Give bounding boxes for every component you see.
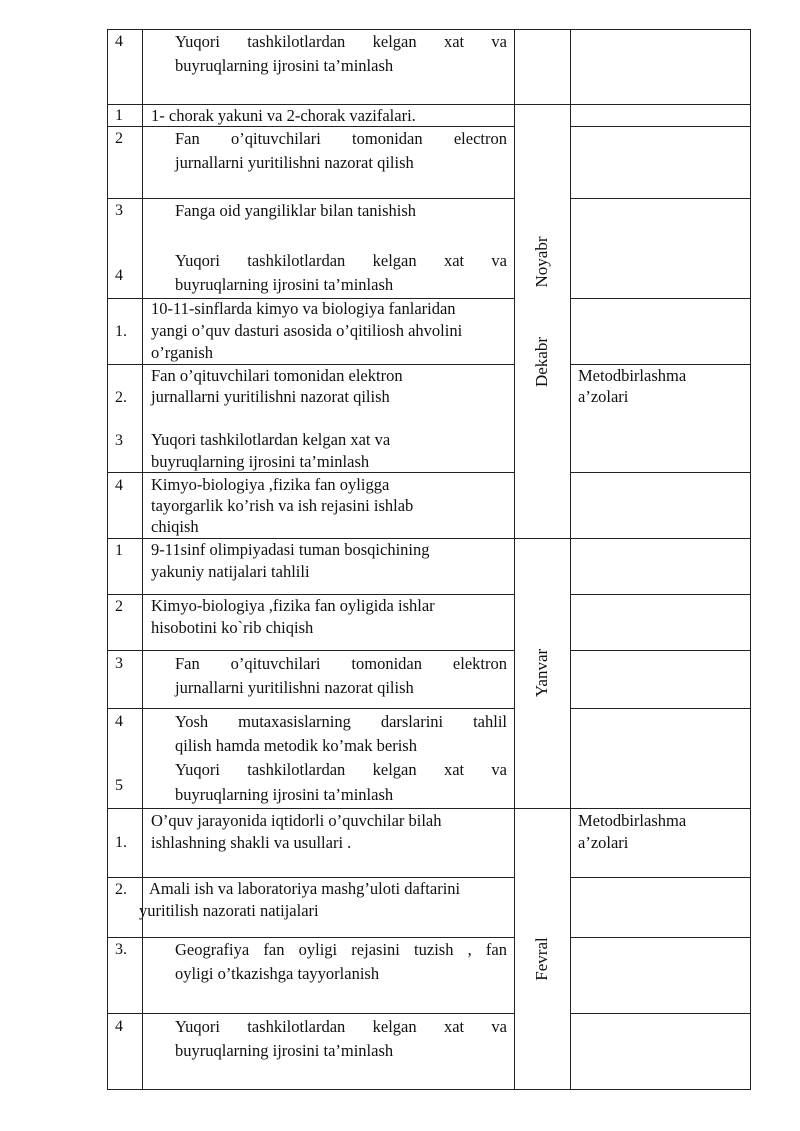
column-divider (142, 29, 143, 1090)
responsible-text: Metodbirlashma (578, 811, 687, 830)
row-number: 2 (115, 598, 123, 615)
responsible-text: a’zolari (578, 833, 629, 852)
row-divider (570, 594, 751, 595)
row-number: 3. (115, 941, 127, 958)
row-number: 3 (115, 432, 123, 449)
month-label-dekabr: Dekabr (532, 336, 551, 388)
month-label-yanvar: Yanvar (532, 648, 551, 698)
row-number: 5 (115, 777, 123, 794)
task-text: O’quv jarayonida iqtidorli o’quvchilar bilah (151, 811, 442, 830)
task-text: Kimyo-biologiya ,fizika fan oyligida ishlar (151, 596, 435, 615)
month-divider (514, 538, 571, 539)
task-text: Geografiya fan oyligi rejasini tuzish , fan (175, 940, 507, 959)
row-number: 4 (115, 33, 123, 50)
task-text: Fan o’qituvchilari tomonidan electron (175, 129, 507, 148)
task-text: buyruqlarning ijrosini ta’minlash (151, 452, 370, 471)
task-text: Yosh mutaxasislarning darslarini tahlil (175, 712, 507, 731)
month-label-fevral: Fevral (532, 937, 551, 981)
row-number: 1 (115, 107, 123, 124)
row-divider (570, 708, 751, 709)
row-number: 1 (115, 542, 123, 559)
task-text: buyruqlarning ijrosini ta’minlash (175, 275, 394, 294)
task-text: jurnallarni yuritilishni nazorat qilish (175, 153, 414, 172)
task-text: jurnallarni yuritilishni nazorat qilish (175, 678, 414, 697)
row-divider (570, 126, 751, 127)
row-number: 4 (115, 1018, 123, 1035)
row-number: 2. (115, 881, 127, 898)
row-divider (570, 877, 751, 878)
task-text: ishlashning shakli va usullari . (151, 833, 352, 852)
row-number: 3 (115, 202, 123, 219)
task-text: hisobotini ko`rib chiqish (151, 618, 314, 637)
task-text: buyruqlarning ijrosini ta’minlash (175, 56, 394, 75)
row-divider (570, 104, 751, 105)
task-text: 9-11sinf olimpiyadasi tuman bosqichining (151, 540, 430, 559)
row-divider (570, 298, 751, 299)
responsible-text: Metodbirlashma (578, 366, 687, 385)
row-number: 2 (115, 130, 123, 147)
row-number: 4 (115, 267, 123, 284)
row-number: 4 (115, 477, 123, 494)
task-text: Yuqori tashkilotlardan kelgan xat va (175, 1017, 507, 1036)
row-divider (570, 198, 751, 199)
row-divider (570, 472, 751, 473)
row-divider (570, 538, 751, 539)
row-divider (570, 650, 751, 651)
row-number: 3 (115, 655, 123, 672)
task-text: Yuqori tashkilotlardan kelgan xat va (175, 760, 507, 779)
task-text: oyligi o’tkazishga tayyorlanish (175, 964, 380, 983)
table-border-left (107, 29, 108, 1090)
task-text: jurnallarni yuritilishni nazorat qilish (151, 387, 390, 406)
task-text: Fan o’qituvchilari tomonidan elektron (151, 366, 403, 385)
table-border-bottom (107, 1089, 751, 1090)
month-divider (514, 808, 571, 809)
month-label-noyabr: Noyabr (532, 236, 551, 288)
responsible-text: a’zolari (578, 387, 629, 406)
task-text: 1- chorak yakuni va 2-chorak vazifalari. (151, 106, 416, 125)
row-number: 1. (115, 834, 127, 851)
task-text: Yuqori tashkilotlardan kelgan xat va (151, 430, 391, 449)
task-text: o’rganish (151, 343, 214, 362)
task-text: Yuqori tashkilotlardan kelgan xat va (175, 251, 507, 270)
task-text: Yuqori tashkilotlardan kelgan xat va (175, 32, 507, 51)
row-divider (107, 650, 515, 651)
task-text: yangi o’quv dasturi asosida o’qitiliosh ahvolini (151, 321, 463, 340)
task-text: tayorgarlik ko’rish va ish rejasini ishlab (151, 496, 414, 515)
table-border-right (750, 29, 751, 1090)
row-divider (107, 1013, 515, 1014)
task-text: 10-11-sinflarda kimyo va biologiya fanlaridan (151, 299, 456, 318)
row-divider (570, 808, 751, 809)
task-text: buyruqlarning ijrosini ta’minlash (175, 1041, 394, 1060)
task-text: Fanga oid yangiliklar bilan tanishish (175, 201, 417, 220)
task-text: Fan o’qituvchilari tomonidan elektron (175, 654, 507, 673)
task-text: Amali ish va laboratoriya mashg’uloti daftarini (149, 879, 461, 898)
month-divider (514, 104, 571, 105)
task-text: yuritilish nazorati natijalari (139, 901, 319, 920)
task-text: qilish hamda metodik ko’mak berish (175, 736, 417, 755)
row-number: 2. (115, 389, 127, 406)
row-number: 4 (115, 713, 123, 730)
task-text: chiqish (151, 517, 199, 536)
row-divider (107, 708, 515, 709)
task-text: buyruqlarning ijrosini ta’minlash (175, 785, 394, 804)
column-divider (570, 29, 571, 1090)
row-divider (570, 937, 751, 938)
row-divider (570, 1013, 751, 1014)
task-text: yakuniy natijalari tahlili (151, 562, 310, 581)
task-text: Kimyo-biologiya ,fizika fan oyligga (151, 475, 390, 494)
row-number: 1. (115, 323, 127, 340)
column-divider (514, 29, 515, 1090)
row-divider (107, 808, 515, 809)
